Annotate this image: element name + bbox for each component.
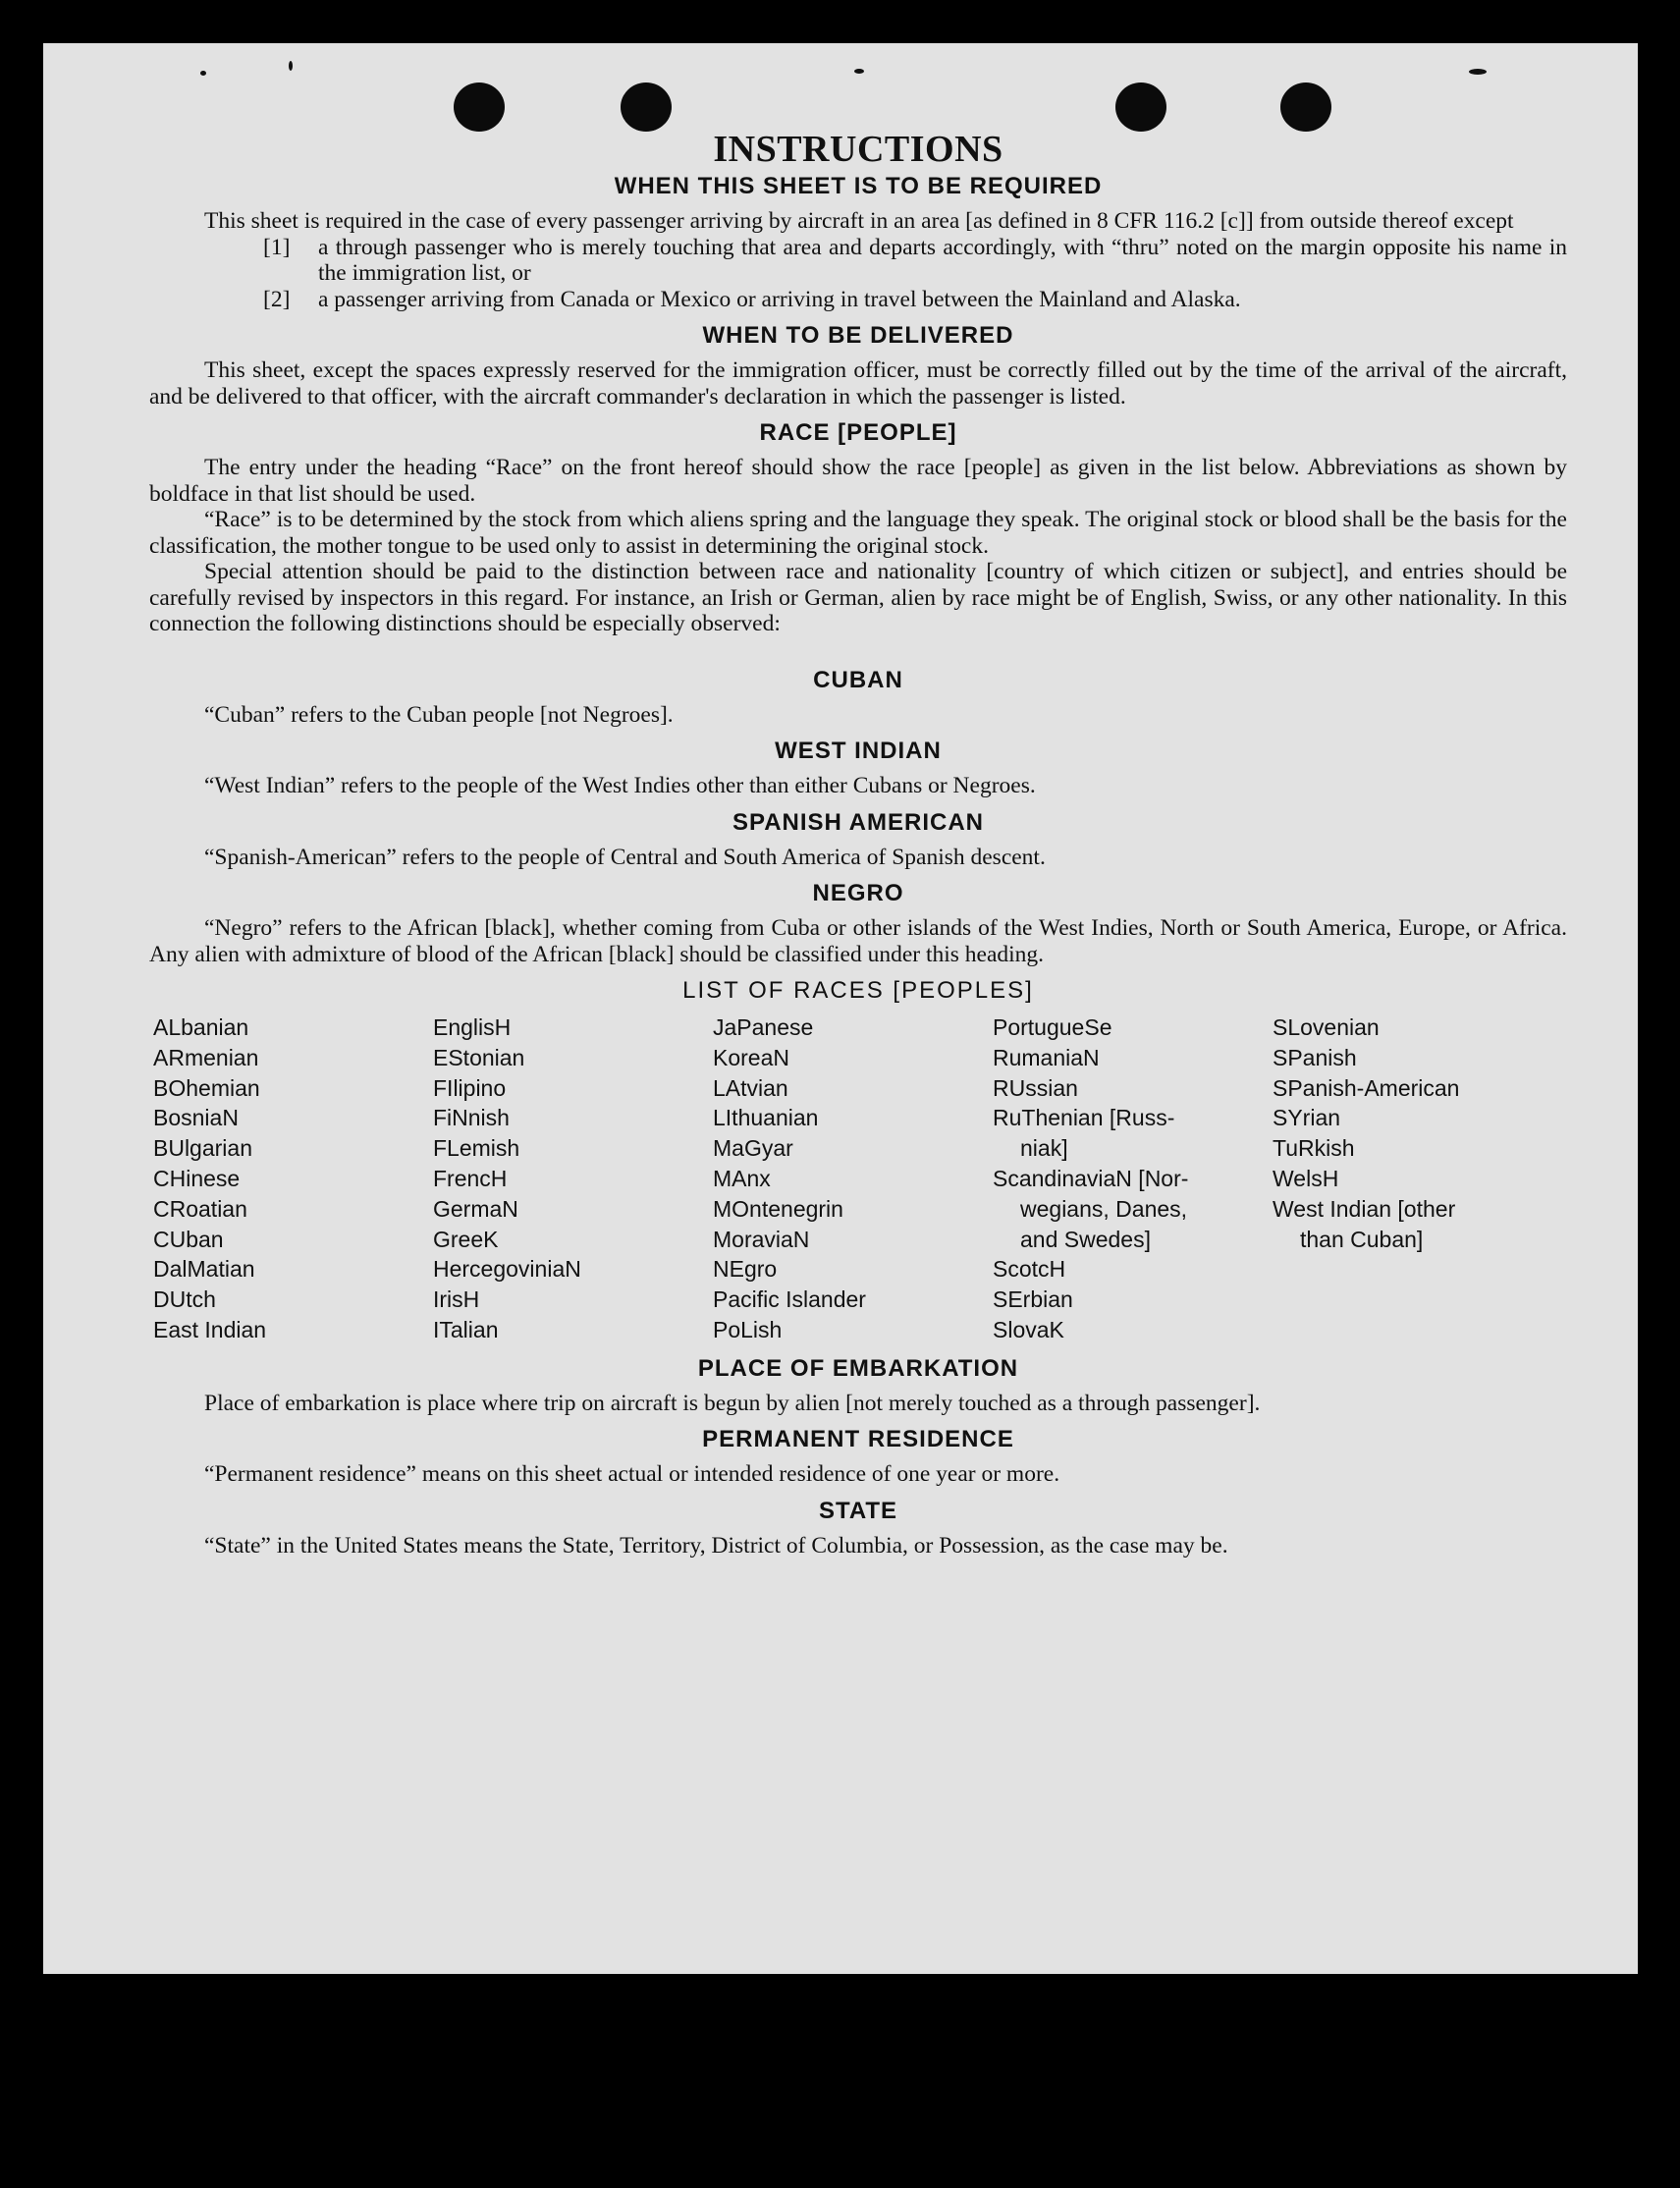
negro-text: “Negro” refers to the African [black], whether coming from Cuba or other islands of the West Indies, North or South America, Europe, or Africa. Any alien with admixture of blood of the African [black] should be classified under this heading. <box>149 915 1567 967</box>
race-item: GermaN <box>433 1195 518 1222</box>
race-item: BOhemian <box>153 1074 260 1101</box>
race-column-3 <box>713 1012 993 1345</box>
race-column-2 <box>433 1012 713 1345</box>
race-item: ScotcH <box>993 1256 1066 1283</box>
race-paragraph-2: “Race” is to be determined by the stock from which aliens spring and the language they speak. The original stock or blood shall be the basis for the classification, the mother tongue to be used only to assist in determining the original stock. <box>149 507 1567 559</box>
race-item: GreeK <box>433 1226 499 1252</box>
ink-speck <box>1469 69 1487 75</box>
ink-speck <box>854 69 864 74</box>
race-item-continued: wegians, Danes, <box>1020 1195 1188 1222</box>
race-item: RUssian <box>993 1074 1078 1101</box>
required-item-1 <box>149 235 1567 287</box>
race-item: SPanish <box>1273 1044 1357 1070</box>
race-item: SlovaK <box>993 1316 1064 1342</box>
delivered-text: This sheet, except the spaces expressly reserved for the immigration officer, must be correctly filled out by the time of the arrival of the aircraft, and be delivered to that officer, with the aircraft commander's declaration in which the passenger is listed. <box>149 357 1567 410</box>
ink-speck <box>289 61 293 71</box>
race-paragraph-1: The entry under the heading “Race” on the front hereof should show the race [people] as given in the list below. Abbreviations as shown by boldface in that list should be used. <box>149 455 1567 507</box>
race-column-4 <box>993 1012 1273 1345</box>
race-item: MAnx <box>713 1165 771 1191</box>
west-indian-text: “West Indian” refers to the people of the West Indies other than either Cubans or Negroes. <box>204 773 1036 798</box>
cuban-text: “Cuban” refers to the Cuban people [not Negroes]. <box>204 701 674 728</box>
residence-text: “Permanent residence” means on this sheet actual or intended residence of one year or more. <box>204 1461 1060 1488</box>
page-title: INSTRUCTIONS <box>713 129 1003 170</box>
race-column-5 <box>1273 1012 1552 1345</box>
race-item: ITalian <box>433 1316 499 1342</box>
race-item: West Indian [other <box>1273 1195 1456 1222</box>
race-item: MoraviaN <box>713 1226 810 1252</box>
item-text: a through passenger who is merely touching that area and departs accordingly, with “thru” noted on the margin opposite his name in the immigration list, or <box>318 234 1567 286</box>
race-item: MOntenegrin <box>713 1195 843 1222</box>
heading-state: STATE <box>818 1497 898 1524</box>
ink-speck <box>200 71 206 76</box>
race-item: SLovenian <box>1273 1014 1380 1040</box>
race-item: SErbian <box>993 1286 1073 1313</box>
race-paragraph-3: Special attention should be paid to the distinction between race and nationality [country of which citizen or subject], and entries should be carefully revised by inspectors in this regard. For instance, an Irish or German, alien by race might be of English, Swiss, or any other nationality. In this connection the following distinctions should be especially observed: <box>149 559 1567 636</box>
race-item: RuThenian [Russ- <box>993 1105 1175 1131</box>
heading-embarkation: PLACE OF EMBARKATION <box>697 1354 1019 1382</box>
heading-spanish-american: SPANISH AMERICAN <box>732 808 984 836</box>
race-item: FiNnish <box>433 1105 510 1131</box>
race-item: DalMatian <box>153 1256 255 1283</box>
spanish-american-text: “Spanish-American” refers to the people of Central and South America of Spanish descent. <box>204 844 1046 870</box>
race-item-continued: niak] <box>1020 1135 1068 1162</box>
item-number: [2] <box>263 286 291 312</box>
race-item: FrencH <box>433 1165 508 1191</box>
race-item: IrisH <box>433 1286 480 1313</box>
race-column-1 <box>153 1012 433 1345</box>
race-item: BosniaN <box>153 1105 239 1131</box>
race-item: CRoatian <box>153 1195 247 1222</box>
heading-west-indian: WEST INDIAN <box>775 738 942 764</box>
race-item: PortugueSe <box>993 1014 1112 1040</box>
punch-hole <box>1280 82 1331 132</box>
race-list <box>149 1012 1567 1345</box>
heading-when-required: WHEN THIS SHEET IS TO BE REQUIRED <box>614 173 1103 199</box>
race-item: WelsH <box>1273 1165 1339 1191</box>
race-item: ALbanian <box>153 1014 249 1040</box>
race-item: EStonian <box>433 1044 525 1070</box>
race-item-continued: and Swedes] <box>1020 1226 1151 1252</box>
heading-list-of-races: LIST OF RACES [PEOPLES] <box>682 977 1034 1004</box>
race-item: SYrian <box>1273 1105 1341 1131</box>
race-item: LIthuanian <box>713 1105 819 1131</box>
race-item: LAtvian <box>713 1074 788 1101</box>
heading-negro: NEGRO <box>812 880 904 906</box>
race-item: CUban <box>153 1226 224 1252</box>
heading-cuban: CUBAN <box>813 666 903 693</box>
state-text: “State” in the United States means the State, Territory, District of Columbia, or Possession, as the case may be. <box>204 1532 1228 1559</box>
race-item: EnglisH <box>433 1014 512 1040</box>
heading-when-delivered: WHEN TO BE DELIVERED <box>702 322 1014 349</box>
required-intro: This sheet is required in the case of every passenger arriving by aircraft in an area [as defined in 8 CFR 116.2 [c]] from outside thereof except <box>204 208 1514 234</box>
item-number: [1] <box>263 234 291 260</box>
embarkation-text: Place of embarkation is place where trip on aircraft is begun by alien [not merely touched as a through passenger]. <box>204 1390 1261 1416</box>
race-item: HercegoviniaN <box>433 1256 581 1283</box>
race-item: FLemish <box>433 1135 520 1162</box>
race-item: JaPanese <box>713 1014 814 1040</box>
heading-permanent-residence: PERMANENT RESIDENCE <box>702 1426 1014 1453</box>
race-item: SPanish-American <box>1273 1074 1460 1101</box>
race-item: DUtch <box>153 1286 216 1313</box>
race-item: RumaniaN <box>993 1044 1100 1070</box>
race-item: KoreaN <box>713 1044 789 1070</box>
race-item-continued: than Cuban] <box>1300 1226 1424 1252</box>
required-item-2 <box>149 287 1567 313</box>
race-item: TuRkish <box>1273 1135 1355 1162</box>
race-item: NEgro <box>713 1256 778 1283</box>
race-item: Pacific Islander <box>713 1286 866 1313</box>
race-item: CHinese <box>153 1165 241 1191</box>
race-item: East Indian <box>153 1316 267 1342</box>
punch-hole <box>621 82 672 132</box>
document-sheet <box>43 43 1638 1974</box>
race-item: ARmenian <box>153 1044 259 1070</box>
race-item: MaGyar <box>713 1135 793 1162</box>
spacer <box>149 637 1567 657</box>
race-item: ScandinaviaN [Nor- <box>993 1165 1189 1191</box>
item-text: a passenger arriving from Canada or Mexico or arriving in travel between the Mainland and Alaska. <box>318 286 1241 312</box>
punch-hole <box>1115 82 1166 132</box>
heading-race: RACE [PEOPLE] <box>759 419 957 446</box>
race-item: BUlgarian <box>153 1135 252 1162</box>
race-item: PoLish <box>713 1316 783 1342</box>
race-item: FIlipino <box>433 1074 507 1101</box>
punch-hole <box>454 82 505 132</box>
